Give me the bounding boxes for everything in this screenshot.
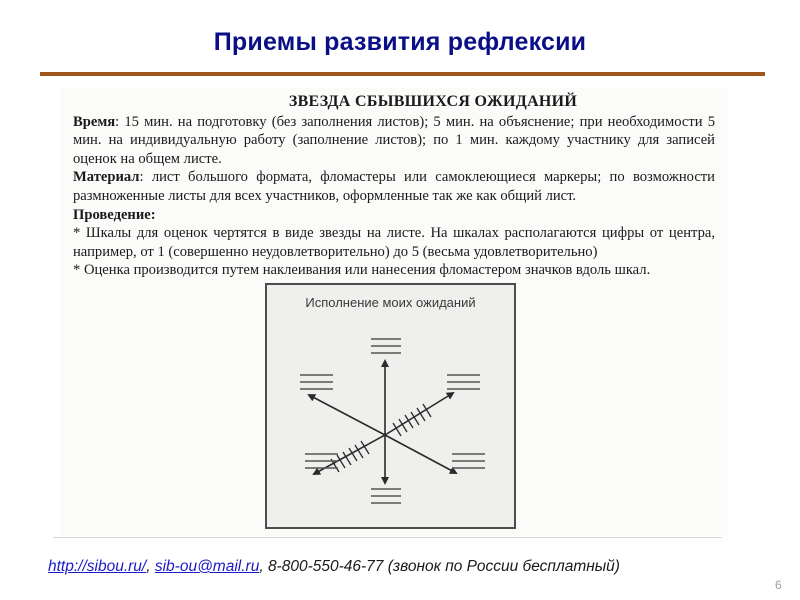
site-link[interactable]: http://sibou.ru/ (48, 558, 147, 575)
document-body (73, 93, 715, 280)
time-text: : 15 мин. на подготовку (без заполнения листов); 5 мин. на объяснение; при необходимости 5 мин. на индивидуальную работу (заполнение листов); по 1 мин. каждому участнику для записей оценок на общем листе. (73, 113, 715, 167)
footer-contacts (48, 558, 620, 576)
slide-title: Приемы развития рефлексии (213, 28, 587, 56)
procedure-bullet: * Шкалы для оценок чертятся в виде звезды на листе. На шкалах располагаются цифры от центра, например, от 1 (совершенно неудовлетворительно) до 5 (весьма удовлетворительно) (73, 225, 715, 260)
diagram-title: Исполнение моих ожиданий (305, 295, 476, 310)
time-label: Время (73, 113, 116, 130)
page-number: 6 (775, 578, 782, 592)
footer-divider (53, 537, 722, 538)
axis-upper-right (385, 393, 453, 435)
star-axes-graphic (267, 285, 514, 527)
axis-lower-right (385, 435, 456, 473)
material-text: : лист большого формата, фломастеры или самоклеющиеся маркеры; по возможности размноженные листы для всех участников, оформленные так же как общий лист. (73, 169, 715, 204)
time-paragraph (73, 113, 715, 169)
material-paragraph (73, 168, 715, 205)
footer-separator: , (146, 558, 155, 575)
material-label: Материал (73, 169, 140, 186)
label-placeholders (300, 339, 485, 503)
procedure-label: Проведение: (73, 206, 156, 223)
tick-marks-upper-right (393, 404, 431, 436)
axis-upper-left (309, 395, 385, 435)
phone-text: , 8-800-550-46-77 (звонок по России бесплатный) (259, 558, 620, 575)
title-divider (40, 72, 765, 76)
star-diagram (265, 283, 516, 529)
procedure-bullet: * Оценка производится путем наклеивания или нанесения фломастером значков вдоль шкал. (73, 262, 651, 279)
email-link[interactable]: sib-ou@mail.ru (154, 558, 260, 575)
document-heading: ЗВЕЗДА СБЫВШИХСЯ ОЖИДАНИЙ (288, 93, 578, 110)
